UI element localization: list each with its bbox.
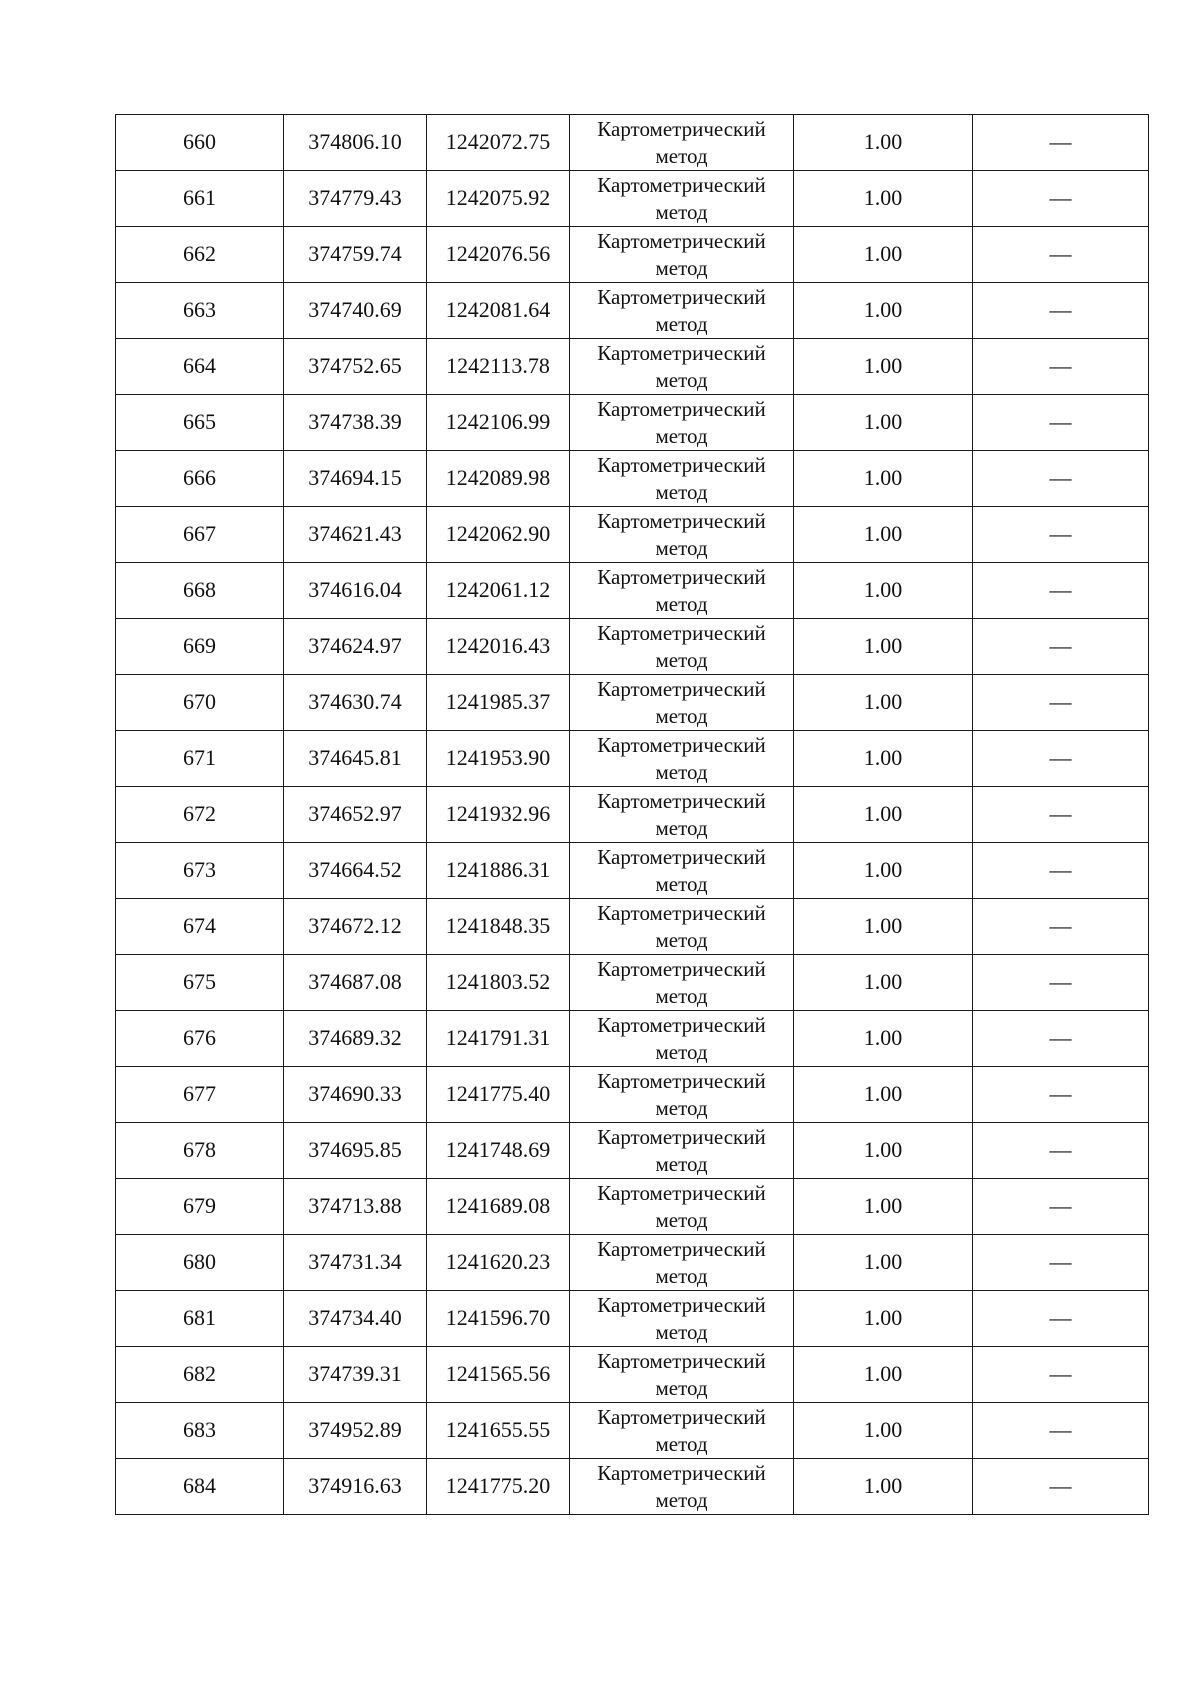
point-number-cell: 672 bbox=[116, 787, 284, 843]
y-coordinate-cell: 1241791.31 bbox=[427, 1011, 570, 1067]
x-coordinate-cell: 374664.52 bbox=[284, 843, 427, 899]
x-coordinate-cell: 374952.89 bbox=[284, 1403, 427, 1459]
point-number-cell: 673 bbox=[116, 843, 284, 899]
y-coordinate-cell: 1242016.43 bbox=[427, 619, 570, 675]
accuracy-cell: 1.00 bbox=[794, 675, 973, 731]
point-number-cell: 679 bbox=[116, 1179, 284, 1235]
x-coordinate-cell: 374752.65 bbox=[284, 339, 427, 395]
point-number-cell: 669 bbox=[116, 619, 284, 675]
method-cell: Картометрический метод bbox=[570, 563, 794, 619]
x-coordinate-cell: 374779.43 bbox=[284, 171, 427, 227]
note-cell: — bbox=[973, 1291, 1149, 1347]
table-row bbox=[116, 1179, 1149, 1235]
point-number-cell: 667 bbox=[116, 507, 284, 563]
accuracy-cell: 1.00 bbox=[794, 115, 973, 171]
point-number-cell: 681 bbox=[116, 1291, 284, 1347]
method-cell: Картометрический метод bbox=[570, 731, 794, 787]
accuracy-cell: 1.00 bbox=[794, 1179, 973, 1235]
point-number-cell: 671 bbox=[116, 731, 284, 787]
accuracy-cell: 1.00 bbox=[794, 1291, 973, 1347]
x-coordinate-cell: 374689.32 bbox=[284, 1011, 427, 1067]
note-cell: — bbox=[973, 339, 1149, 395]
point-number-cell: 666 bbox=[116, 451, 284, 507]
point-number-cell: 683 bbox=[116, 1403, 284, 1459]
note-cell: — bbox=[973, 1459, 1149, 1515]
point-number-cell: 660 bbox=[116, 115, 284, 171]
table-row bbox=[116, 675, 1149, 731]
accuracy-cell: 1.00 bbox=[794, 731, 973, 787]
accuracy-cell: 1.00 bbox=[794, 1123, 973, 1179]
method-cell: Картометрический метод bbox=[570, 227, 794, 283]
accuracy-cell: 1.00 bbox=[794, 507, 973, 563]
table-row bbox=[116, 507, 1149, 563]
accuracy-cell: 1.00 bbox=[794, 619, 973, 675]
x-coordinate-cell: 374694.15 bbox=[284, 451, 427, 507]
note-cell: — bbox=[973, 115, 1149, 171]
note-cell: — bbox=[973, 1123, 1149, 1179]
y-coordinate-cell: 1241985.37 bbox=[427, 675, 570, 731]
table-row bbox=[116, 899, 1149, 955]
accuracy-cell: 1.00 bbox=[794, 563, 973, 619]
accuracy-cell: 1.00 bbox=[794, 283, 973, 339]
y-coordinate-cell: 1242072.75 bbox=[427, 115, 570, 171]
point-number-cell: 661 bbox=[116, 171, 284, 227]
accuracy-cell: 1.00 bbox=[794, 955, 973, 1011]
table-row bbox=[116, 1011, 1149, 1067]
table-row bbox=[116, 395, 1149, 451]
note-cell: — bbox=[973, 1011, 1149, 1067]
method-cell: Картометрический метод bbox=[570, 843, 794, 899]
accuracy-cell: 1.00 bbox=[794, 1459, 973, 1515]
y-coordinate-cell: 1242075.92 bbox=[427, 171, 570, 227]
accuracy-cell: 1.00 bbox=[794, 1011, 973, 1067]
table-row bbox=[116, 1403, 1149, 1459]
x-coordinate-cell: 374759.74 bbox=[284, 227, 427, 283]
note-cell: — bbox=[973, 1179, 1149, 1235]
table-row bbox=[116, 787, 1149, 843]
point-number-cell: 680 bbox=[116, 1235, 284, 1291]
note-cell: — bbox=[973, 899, 1149, 955]
point-number-cell: 668 bbox=[116, 563, 284, 619]
table-row bbox=[116, 451, 1149, 507]
note-cell: — bbox=[973, 675, 1149, 731]
point-number-cell: 662 bbox=[116, 227, 284, 283]
y-coordinate-cell: 1241620.23 bbox=[427, 1235, 570, 1291]
coordinates-table-body bbox=[116, 115, 1149, 1515]
method-cell: Картометрический метод bbox=[570, 1459, 794, 1515]
method-cell: Картометрический метод bbox=[570, 1291, 794, 1347]
y-coordinate-cell: 1241596.70 bbox=[427, 1291, 570, 1347]
method-cell: Картометрический метод bbox=[570, 955, 794, 1011]
note-cell: — bbox=[973, 1403, 1149, 1459]
y-coordinate-cell: 1241655.55 bbox=[427, 1403, 570, 1459]
y-coordinate-cell: 1242089.98 bbox=[427, 451, 570, 507]
accuracy-cell: 1.00 bbox=[794, 171, 973, 227]
x-coordinate-cell: 374739.31 bbox=[284, 1347, 427, 1403]
accuracy-cell: 1.00 bbox=[794, 395, 973, 451]
table-row bbox=[116, 1291, 1149, 1347]
method-cell: Картометрический метод bbox=[570, 507, 794, 563]
y-coordinate-cell: 1242061.12 bbox=[427, 563, 570, 619]
x-coordinate-cell: 374687.08 bbox=[284, 955, 427, 1011]
x-coordinate-cell: 374731.34 bbox=[284, 1235, 427, 1291]
note-cell: — bbox=[973, 451, 1149, 507]
table-row bbox=[116, 171, 1149, 227]
note-cell: — bbox=[973, 1067, 1149, 1123]
table-row bbox=[116, 339, 1149, 395]
point-number-cell: 665 bbox=[116, 395, 284, 451]
x-coordinate-cell: 374806.10 bbox=[284, 115, 427, 171]
y-coordinate-cell: 1242076.56 bbox=[427, 227, 570, 283]
note-cell: — bbox=[973, 507, 1149, 563]
table-row bbox=[116, 115, 1149, 171]
point-number-cell: 664 bbox=[116, 339, 284, 395]
accuracy-cell: 1.00 bbox=[794, 339, 973, 395]
x-coordinate-cell: 374690.33 bbox=[284, 1067, 427, 1123]
point-number-cell: 676 bbox=[116, 1011, 284, 1067]
x-coordinate-cell: 374624.97 bbox=[284, 619, 427, 675]
y-coordinate-cell: 1242106.99 bbox=[427, 395, 570, 451]
x-coordinate-cell: 374740.69 bbox=[284, 283, 427, 339]
note-cell: — bbox=[973, 619, 1149, 675]
method-cell: Картометрический метод bbox=[570, 1123, 794, 1179]
table-row bbox=[116, 619, 1149, 675]
x-coordinate-cell: 374616.04 bbox=[284, 563, 427, 619]
note-cell: — bbox=[973, 731, 1149, 787]
method-cell: Картометрический метод bbox=[570, 899, 794, 955]
table-row bbox=[116, 283, 1149, 339]
y-coordinate-cell: 1241886.31 bbox=[427, 843, 570, 899]
y-coordinate-cell: 1241848.35 bbox=[427, 899, 570, 955]
x-coordinate-cell: 374630.74 bbox=[284, 675, 427, 731]
note-cell: — bbox=[973, 1235, 1149, 1291]
method-cell: Картометрический метод bbox=[570, 115, 794, 171]
table-row bbox=[116, 1235, 1149, 1291]
point-number-cell: 682 bbox=[116, 1347, 284, 1403]
table-row bbox=[116, 1459, 1149, 1515]
method-cell: Картометрический метод bbox=[570, 619, 794, 675]
accuracy-cell: 1.00 bbox=[794, 1235, 973, 1291]
method-cell: Картометрический метод bbox=[570, 1067, 794, 1123]
y-coordinate-cell: 1241775.40 bbox=[427, 1067, 570, 1123]
method-cell: Картометрический метод bbox=[570, 339, 794, 395]
method-cell: Картометрический метод bbox=[570, 451, 794, 507]
method-cell: Картометрический метод bbox=[570, 787, 794, 843]
method-cell: Картометрический метод bbox=[570, 171, 794, 227]
note-cell: — bbox=[973, 787, 1149, 843]
point-number-cell: 684 bbox=[116, 1459, 284, 1515]
y-coordinate-cell: 1242113.78 bbox=[427, 339, 570, 395]
y-coordinate-cell: 1241775.20 bbox=[427, 1459, 570, 1515]
point-number-cell: 675 bbox=[116, 955, 284, 1011]
y-coordinate-cell: 1242062.90 bbox=[427, 507, 570, 563]
accuracy-cell: 1.00 bbox=[794, 1067, 973, 1123]
note-cell: — bbox=[973, 955, 1149, 1011]
y-coordinate-cell: 1241953.90 bbox=[427, 731, 570, 787]
method-cell: Картометрический метод bbox=[570, 1011, 794, 1067]
y-coordinate-cell: 1241748.69 bbox=[427, 1123, 570, 1179]
table-row bbox=[116, 563, 1149, 619]
method-cell: Картометрический метод bbox=[570, 675, 794, 731]
point-number-cell: 677 bbox=[116, 1067, 284, 1123]
x-coordinate-cell: 374645.81 bbox=[284, 731, 427, 787]
y-coordinate-cell: 1241565.56 bbox=[427, 1347, 570, 1403]
x-coordinate-cell: 374652.97 bbox=[284, 787, 427, 843]
y-coordinate-cell: 1241689.08 bbox=[427, 1179, 570, 1235]
point-number-cell: 670 bbox=[116, 675, 284, 731]
x-coordinate-cell: 374734.40 bbox=[284, 1291, 427, 1347]
x-coordinate-cell: 374713.88 bbox=[284, 1179, 427, 1235]
table-row bbox=[116, 843, 1149, 899]
table-row bbox=[116, 1067, 1149, 1123]
note-cell: — bbox=[973, 395, 1149, 451]
accuracy-cell: 1.00 bbox=[794, 787, 973, 843]
accuracy-cell: 1.00 bbox=[794, 843, 973, 899]
y-coordinate-cell: 1241932.96 bbox=[427, 787, 570, 843]
note-cell: — bbox=[973, 1347, 1149, 1403]
table-row bbox=[116, 731, 1149, 787]
method-cell: Картометрический метод bbox=[570, 1347, 794, 1403]
note-cell: — bbox=[973, 283, 1149, 339]
x-coordinate-cell: 374621.43 bbox=[284, 507, 427, 563]
note-cell: — bbox=[973, 171, 1149, 227]
accuracy-cell: 1.00 bbox=[794, 227, 973, 283]
method-cell: Картометрический метод bbox=[570, 1235, 794, 1291]
point-number-cell: 678 bbox=[116, 1123, 284, 1179]
method-cell: Картометрический метод bbox=[570, 1403, 794, 1459]
x-coordinate-cell: 374672.12 bbox=[284, 899, 427, 955]
x-coordinate-cell: 374695.85 bbox=[284, 1123, 427, 1179]
note-cell: — bbox=[973, 227, 1149, 283]
x-coordinate-cell: 374916.63 bbox=[284, 1459, 427, 1515]
coordinates-table bbox=[115, 114, 1149, 1515]
y-coordinate-cell: 1241803.52 bbox=[427, 955, 570, 1011]
accuracy-cell: 1.00 bbox=[794, 1347, 973, 1403]
table-row bbox=[116, 227, 1149, 283]
table-row bbox=[116, 1123, 1149, 1179]
method-cell: Картометрический метод bbox=[570, 1179, 794, 1235]
method-cell: Картометрический метод bbox=[570, 283, 794, 339]
point-number-cell: 674 bbox=[116, 899, 284, 955]
note-cell: — bbox=[973, 563, 1149, 619]
table-row bbox=[116, 1347, 1149, 1403]
y-coordinate-cell: 1242081.64 bbox=[427, 283, 570, 339]
point-number-cell: 663 bbox=[116, 283, 284, 339]
note-cell: — bbox=[973, 843, 1149, 899]
accuracy-cell: 1.00 bbox=[794, 451, 973, 507]
method-cell: Картометрический метод bbox=[570, 395, 794, 451]
x-coordinate-cell: 374738.39 bbox=[284, 395, 427, 451]
table-row bbox=[116, 955, 1149, 1011]
accuracy-cell: 1.00 bbox=[794, 1403, 973, 1459]
accuracy-cell: 1.00 bbox=[794, 899, 973, 955]
